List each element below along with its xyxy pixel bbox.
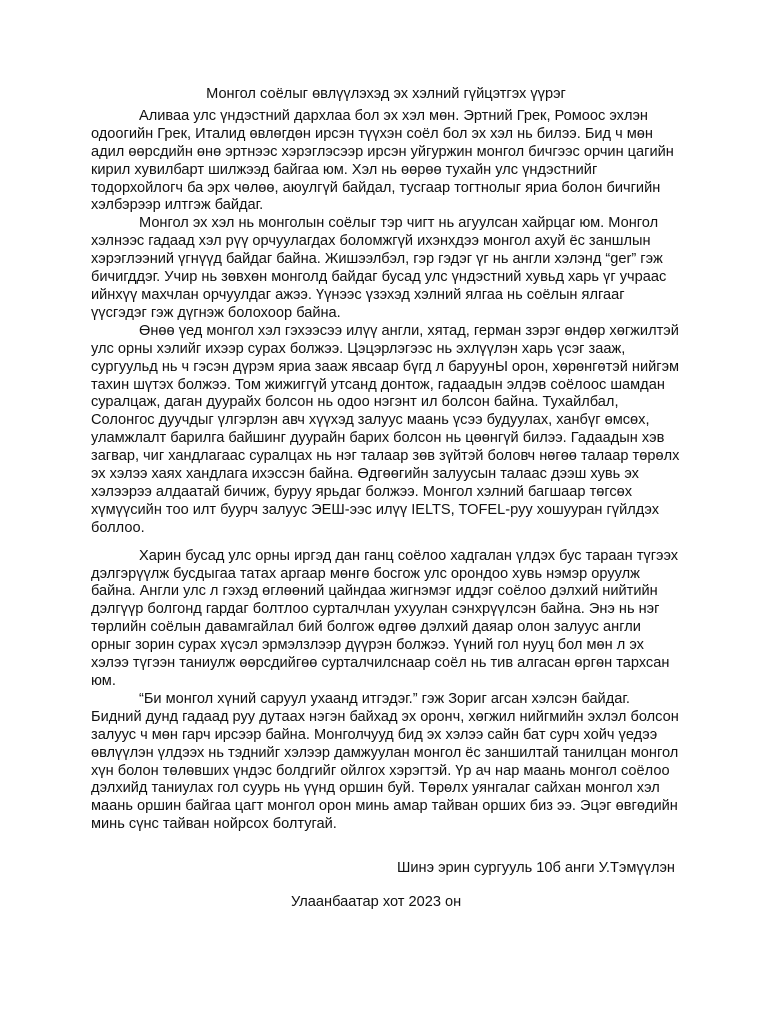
document-title: Монгол соёлыг өвлүүлэхэд эх хэлний гүйцэтгэх үүрэг: [206, 86, 566, 102]
paragraph-2: Монгол эх хэл нь монголын соёлыг тэр чигт нь агуулсан хайрцаг юм. Монгол хэлнээс гадаад хэл рүү орчуулагдах боломжгүй ихэнхдээ монгол ахуй ёс заншлын хэрэглээний үгнүүд байдаг байна. Жишээлбэл, гэр гэдэг үг нь англи хэлэнд “ger” гэж бичигддэг. Учир нь зөвхөн монголд байдаг бусад улс үндэстний хувьд харь үг учраас ийнхүү махчлан орчуулдаг ажээ. Үүнээс үзэхэд хэлний ялгаа нь соёлын ялгааг үүсгэдэг гэж дүгнэж болохоор байна.: [91, 215, 667, 321]
document-page: [91, 86, 681, 912]
place-date: Улаанбаатар хот 2023 он: [291, 894, 462, 911]
paragraph-4: Харин бусад улс орны иргэд дан ганц соёлоо хадгалан үлдэх бус тараан түгээх дэлгэрүүлж бусдыгаа татах аргаар мөнгө босгож улс орондоо хувь нэмэр оруулж байна. Англи улс л гэхэд өглөөний цайндаа жигнэмэг иддэг соёлоо дэлхий нийтийн дэлгүүр болгонд гардаг болтлоо сурталчлан ухуулан сэнхрүүлсэн байна. Энэ нь нэг төрлийн соёлын давамгайлал бий болгож өдгөө дэлхий даяар олон залуус англи орныг зорин сурах хүсэл эрмэлзлээр дүүрэн болжээ. Үүний гол нууц бол мөн л эх хэлээ түгээн таниулж өөрсдийгөө сурталчилснаар соёл нь тив алгасан өргөн тархсан юм.: [91, 547, 679, 689]
paragraph-1: Аливаа улс үндэстний дархлаа бол эх хэл мөн. Эртний Грек, Ромоос эхлэн одоогийн Грек, Италид өвлөгдөн ирсэн түүхэн соёл бол эх хэл нь билээ. Бид ч мөн адил өөрсдийн өнө эртнээс хэрэглэсээр ирсэн уйгуржин монгол бичгээс орчин цагийн кирил хувилбарт шилжээд байгаа юм. Хэл нь өөрөө тухайн улс үндэстнийг тодорхойлогч ба эрх чөлөө, аюулгүй байдал, тусгаар тогтнолыг яриа болон бичгийн хэлбэрээр илтгэж байдаг.: [91, 107, 674, 214]
paragraph-3: Өнөө үед монгол хэл гэхээсээ илүү англи, хятад, герман зэрэг өндөр хөгжилтэй улс орны хэлийг ихээр сурах болжээ. Цэцэрлэгээс нь эхлүүлэн харь үсэг зааж, сургуульд нь ч гэсэн дүрэм яриа зааж явсаар бүгд л баруунЫ орон, хөрөнгөтэй нийгэм тахин шүтэх болжээ. Том жижиггүй утсанд донтож, гадаадын элдэв соёлоос шамдан суралцаж, даган дуурайх болсон нь одоо нэгэнт ил болсон байна. Тухайлбал, Солонгос дуучдыг үлгэрлэн авч хүүхэд залуус маань үсээ будуулах, ханбүг өмсөх, уламжлалт барилга байшинг дуурайн барих болсон нь цөөнгүй билээ. Гадаадын хэв загвар, чиг хандлагаас суралцах нь нэг талаар зөв зүйтэй боловч нөгөө талаар төрөлх эх хэлээ хаях хандлага ихэссэн байна. Өдгөөгийн залуусын талаас дээш хувь эх хэлээрээ алдаатай бичиж, буруу ярьдаг болжээ. Монгол хэлний багшаар төгсөх хүмүүсийн тоо илт буурч залуус ЭЕШ-ээс илүү IELTS, TOFEL-руу хошууран гүйлдэх боллоо.: [91, 322, 680, 536]
author-signature: Шинэ эрин сургууль 10б анги У.Тэмүүлэн: [397, 860, 675, 877]
paragraph-5: “Би монгол хүний саруул ухаанд итгэдэг.” гэж Зориг агсан хэлсэн байдаг. Бидний дунд гадаад руу дутаах нэгэн байхад эх оронч, хөгжил нийгмийн эхлэл болсон залуус ч мөн гарч ирсээр байна. Монголчууд бид эх хэлээ сайн бат сурч хойч үедээ өвлүүлэн үлдээх нь тэднийг хэлээр дамжуулан монгол ёс заншилтай танилцан монгол хүн болон төлөвших үндэс болдгийг ойлгох хэрэгтэй. Үр ач нар маань монгол соёлоо дэлхийд таниулах гол суурь нь үүнд оршин буй. Төрөлх уянгалаг сайхан монгол хэл маань оршин байгаа цагт монгол орон минь амар тайван орших биз ээ. Эцэг өвгөдийн минь сүнс тайван нойрсох болтугай.: [91, 690, 679, 833]
